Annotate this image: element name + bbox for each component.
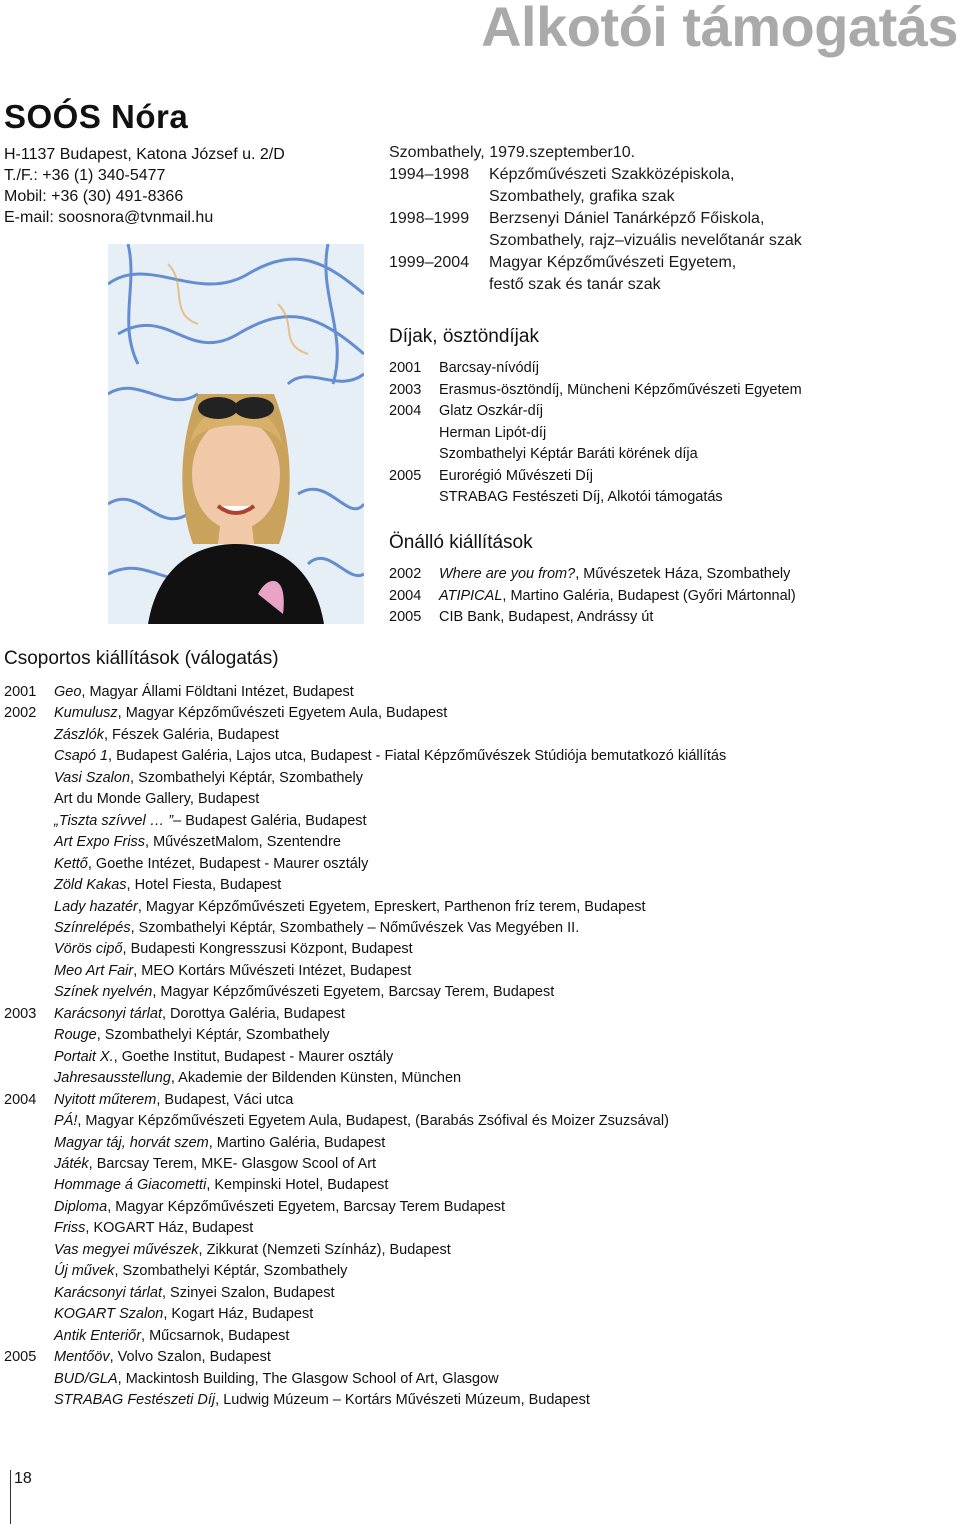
- education-item: [389, 252, 802, 274]
- group-title: Portait X.: [54, 1048, 114, 1065]
- group-title: Vörös cipő: [54, 941, 123, 958]
- group-year: 2003: [4, 1005, 37, 1022]
- list-item: [4, 1218, 726, 1239]
- award-text: STRABAG Festészeti Díj, Alkotói támogatás: [439, 489, 723, 505]
- birth-info: Szombathely, 1979.szeptember10.: [389, 144, 636, 161]
- education-line: festő szak és tanár szak: [489, 276, 661, 293]
- group-year: [4, 1369, 54, 1390]
- contact-address: H-1137 Budapest, Katona József u. 2/D: [4, 146, 285, 163]
- list-item: [4, 1326, 726, 1347]
- solo-title: ATIPICAL: [439, 587, 503, 604]
- group-year: [4, 939, 54, 960]
- contact-email: E-mail: soosnora@tvnmail.hu: [4, 209, 214, 226]
- list-item: [389, 466, 802, 488]
- group-year: [4, 746, 54, 767]
- group-year: [4, 1025, 54, 1046]
- group-title: Zöld Kakas: [54, 877, 127, 894]
- group-title: Nyitott műterem: [54, 1091, 157, 1108]
- group-title: Rouge: [54, 1027, 97, 1044]
- list-item: [4, 897, 726, 918]
- education-item: [389, 164, 802, 186]
- list-item: [4, 875, 726, 896]
- group-year: [4, 1111, 54, 1132]
- list-item: [4, 1304, 726, 1325]
- list-item: [389, 487, 802, 509]
- list-item: [4, 725, 726, 746]
- list-item: [4, 768, 726, 789]
- list-item: [389, 380, 802, 402]
- group-venue: , MűvészetMalom, Szentendre: [145, 834, 341, 851]
- group-venue: , Barcsay Terem, MKE- Glasgow Scool of Art: [88, 1155, 377, 1172]
- group-venue: , Kogart Ház, Budapest: [163, 1306, 314, 1323]
- group-venue: , Magyar Képzőművészeti Egyetem, Barcsay Terem Budapest: [107, 1198, 506, 1215]
- group-year: [4, 832, 54, 853]
- group-title: Diploma: [54, 1198, 108, 1215]
- group-title: Magyar táj, horvát szem: [54, 1134, 209, 1151]
- group-title: Geo: [54, 684, 82, 700]
- group-title: Vas megyei művészek: [54, 1241, 199, 1258]
- group-venue: , Dorottya Galéria, Budapest: [162, 1005, 345, 1022]
- list-item: [4, 682, 726, 703]
- group-venue: , Szombathelyi Képtár, Szombathely – Nőművészek Vas Megyében II.: [130, 919, 580, 936]
- group-year: [4, 1304, 54, 1325]
- group-year: [4, 1240, 54, 1261]
- award-text: Barcsay-nívódíj: [439, 360, 539, 376]
- group-year: [4, 982, 54, 1003]
- person-name: SOÓS Nóra: [4, 98, 189, 135]
- list-item: [389, 607, 796, 629]
- list-item: [389, 423, 802, 445]
- education-line: Szombathely, rajz–vizuális nevelőtanár szak: [489, 232, 802, 249]
- award-year: [389, 423, 439, 445]
- solo-exhibitions-title: Önálló kiállítások: [389, 532, 533, 553]
- group-exhibitions-title: Csoportos kiállítások (válogatás): [4, 648, 279, 669]
- group-year: [4, 1175, 54, 1196]
- contact-phone: T./F.: +36 (1) 340-5477: [4, 167, 166, 184]
- solo-year: 2004: [389, 587, 422, 604]
- awards-title: Díjak, ösztöndíjak: [389, 326, 539, 347]
- group-venue: , Szinyei Szalon, Budapest: [162, 1284, 335, 1301]
- group-venue: , MEO Kortárs Művészeti Intézet, Budapest: [133, 962, 412, 979]
- group-title: Karácsonyi tárlat: [54, 1284, 162, 1301]
- education-line: Szombathely, grafika szak: [489, 188, 675, 205]
- group-year: [4, 1326, 54, 1347]
- page-number: 18: [14, 1470, 32, 1487]
- group-year: [4, 1068, 54, 1089]
- list-item: [4, 1068, 726, 1089]
- group-year: [4, 1283, 54, 1304]
- group-venue: , Kempinski Hotel, Budapest: [206, 1177, 389, 1194]
- group-venue: , Magyar Képzőművészeti Egyetem Aula, Budapest: [117, 705, 448, 722]
- group-title: KOGART Szalon: [54, 1306, 164, 1323]
- award-year: 2004: [389, 403, 422, 419]
- education-years: 1999–2004: [389, 254, 470, 271]
- group-year: [4, 725, 54, 746]
- education-item: [389, 208, 802, 230]
- group-venue: , Martino Galéria, Budapest: [208, 1134, 386, 1151]
- award-year: 2005: [389, 467, 422, 484]
- group-year: [4, 897, 54, 918]
- group-title: Mentőöv: [54, 1349, 110, 1366]
- list-item: [4, 1090, 726, 1111]
- list-item: [4, 789, 726, 810]
- list-item: [4, 1240, 726, 1261]
- group-year: [4, 1261, 54, 1282]
- group-year: [4, 1047, 54, 1068]
- group-venue: , Ludwig Múzeum – Kortárs Művészeti Múzeum, Budapest: [215, 1391, 590, 1408]
- education-line: Képzőművészeti Szakközépiskola,: [489, 166, 735, 183]
- group-venue: , Budapesti Kongresszusi Központ, Budapest: [122, 941, 413, 958]
- list-item: [4, 939, 726, 960]
- group-title: Hommage á Giacometti: [54, 1177, 207, 1194]
- education-block: [389, 142, 802, 296]
- list-item: [4, 746, 726, 767]
- award-text: Glatz Oszkár-díj: [439, 403, 543, 419]
- list-item: [4, 703, 726, 724]
- award-text: Szombathelyi Képtár Baráti körének díja: [439, 446, 698, 462]
- list-item: [4, 1133, 726, 1154]
- list-item: [389, 401, 802, 423]
- list-item: [4, 1111, 726, 1132]
- group-title: Kettő: [54, 855, 88, 872]
- group-year: 2005: [4, 1349, 37, 1366]
- group-title: STRABAG Festészeti Díj: [54, 1391, 216, 1408]
- solo-year: 2005: [389, 609, 422, 625]
- group-year: [4, 789, 54, 810]
- group-title: Karácsonyi tárlat: [54, 1005, 162, 1022]
- group-title: Antik Enteriőr: [54, 1327, 142, 1344]
- group-year: [4, 1133, 54, 1154]
- list-item: [4, 832, 726, 853]
- group-venue: , Budapest Galéria, Lajos utca, Budapest - Fiatal Képzőművészek Stúdiója bemutatkozó kiállítás: [108, 748, 727, 765]
- list-item: [4, 1154, 726, 1175]
- list-item: [4, 1197, 726, 1218]
- group-venue: , Akademie der Bildenden Künsten, München: [170, 1070, 462, 1087]
- solo-exhibitions-list: [389, 564, 796, 629]
- award-year: [389, 444, 439, 466]
- list-item: [4, 961, 726, 982]
- list-item: [4, 918, 726, 939]
- group-year: [4, 875, 54, 896]
- group-year: 2001: [4, 684, 37, 700]
- education-line: Magyar Képzőművészeti Egyetem,: [489, 254, 737, 271]
- group-year: 2004: [4, 1091, 37, 1108]
- list-item: [4, 1004, 726, 1025]
- group-title: Színek nyelvén: [54, 984, 153, 1001]
- list-item: [389, 444, 802, 466]
- list-item: [4, 982, 726, 1003]
- solo-venue: , Martino Galéria, Budapest (Győri Mártonnal): [502, 587, 796, 604]
- contact-mobile: Mobil: +36 (30) 491-8366: [4, 188, 184, 205]
- group-year: [4, 1390, 54, 1411]
- group-venue: , Magyar Képzőművészeti Egyetem, Epreskert, Parthenon fríz terem, Budapest: [137, 898, 646, 915]
- list-item: [389, 564, 796, 586]
- page-number-rule: [10, 1470, 11, 1524]
- group-title: Jahresausstellung: [54, 1070, 171, 1087]
- group-title: BUD/GLA: [54, 1370, 118, 1387]
- group-title: Kumulusz: [54, 705, 118, 722]
- education-years: 1998–1999: [389, 210, 470, 227]
- group-title: Új művek: [54, 1263, 115, 1280]
- group-venue: , Volvo Szalon, Budapest: [109, 1349, 271, 1366]
- group-year: [4, 961, 54, 982]
- group-venue: , Magyar Képzőművészeti Egyetem Aula, Budapest, (Barabás Zsófival és Moizer Zsuzsával): [77, 1113, 669, 1130]
- group-year: [4, 854, 54, 875]
- award-text: Herman Lipót-díj: [439, 424, 547, 441]
- group-year: [4, 811, 54, 832]
- group-venue: Art du Monde Gallery, Budapest: [54, 791, 260, 808]
- group-title: Színrelépés: [54, 919, 131, 936]
- solo-venue: , Művészetek Háza, Szombathely: [575, 566, 791, 582]
- solo-title: Where are you from?: [439, 566, 576, 582]
- education-line: Berzsenyi Dániel Tanárképző Főiskola,: [489, 210, 765, 227]
- list-item: [4, 1175, 726, 1196]
- group-venue: , Szombathelyi Képtár, Szombathely: [130, 769, 363, 786]
- group-venue: , Műcsarnok, Budapest: [141, 1327, 290, 1344]
- group-year: 2002: [4, 705, 37, 722]
- award-text: Erasmus-ösztöndíj, Müncheni Képzőművészeti Egyetem: [439, 381, 802, 398]
- group-title: Lady hazatér: [54, 898, 138, 915]
- list-item: [4, 1283, 726, 1304]
- award-year: 2001: [389, 360, 422, 376]
- group-year: [4, 1197, 54, 1218]
- group-title: PÁ!: [54, 1113, 78, 1130]
- award-year: 2003: [389, 381, 422, 398]
- group-venue: , KOGART Ház, Budapest: [85, 1220, 254, 1237]
- group-exhibitions-list: [4, 682, 726, 1411]
- education-years: 1994–1998: [389, 166, 470, 183]
- portrait-photo: [108, 244, 364, 624]
- group-title: „Tiszta szívvel … ”: [54, 812, 174, 829]
- list-item: [4, 1025, 726, 1046]
- page-header-title: Alkotói támogatás: [481, 0, 958, 58]
- list-item: [4, 1347, 726, 1368]
- group-title: Meo Art Fair: [54, 962, 134, 979]
- list-item: [4, 854, 726, 875]
- group-title: Csapó 1: [54, 748, 109, 765]
- group-venue: , Mackintosh Building, The Glasgow School of Art, Glasgow: [117, 1370, 499, 1387]
- solo-venue: CIB Bank, Budapest, Andrássy út: [439, 609, 654, 625]
- group-venue: , Hotel Fiesta, Budapest: [126, 877, 282, 894]
- award-text: Eurorégió Művészeti Díj: [439, 467, 593, 484]
- list-item: [4, 1047, 726, 1068]
- group-venue: , Goethe Intézet, Budapest - Maurer osztály: [87, 855, 369, 872]
- group-title: Art Expo Friss: [54, 834, 146, 851]
- group-venue: , Goethe Institut, Budapest - Maurer osztály: [113, 1048, 394, 1065]
- group-year: [4, 768, 54, 789]
- group-title: Vasi Szalon: [54, 769, 131, 786]
- group-venue: , Magyar Állami Földtani Intézet, Budapest: [81, 684, 354, 700]
- group-venue: , Magyar Képzőművészeti Egyetem, Barcsay Terem, Budapest: [152, 984, 555, 1001]
- group-venue: , Zikkurat (Nemzeti Színház), Budapest: [198, 1241, 451, 1258]
- group-venue: , Szombathelyi Képtár, Szombathely: [114, 1263, 348, 1280]
- contact-block: [4, 144, 285, 228]
- list-item: [389, 586, 796, 608]
- group-venue: , Fészek Galéria, Budapest: [103, 726, 279, 743]
- awards-list: [389, 358, 802, 509]
- group-title: Játék: [54, 1155, 89, 1172]
- award-year: [389, 487, 439, 509]
- list-item: [4, 1369, 726, 1390]
- group-title: Zászlók: [54, 726, 104, 743]
- list-item: [389, 358, 802, 380]
- group-year: [4, 1218, 54, 1239]
- list-item: [4, 1261, 726, 1282]
- group-year: [4, 1154, 54, 1175]
- solo-year: 2002: [389, 566, 422, 582]
- group-venue: , Szombathelyi Képtár, Szombathely: [96, 1027, 330, 1044]
- group-year: [4, 918, 54, 939]
- group-venue: , Budapest, Váci utca: [156, 1091, 294, 1108]
- group-title: Friss: [54, 1220, 86, 1237]
- list-item: [4, 811, 726, 832]
- group-venue: – Budapest Galéria, Budapest: [173, 812, 367, 829]
- list-item: [4, 1390, 726, 1411]
